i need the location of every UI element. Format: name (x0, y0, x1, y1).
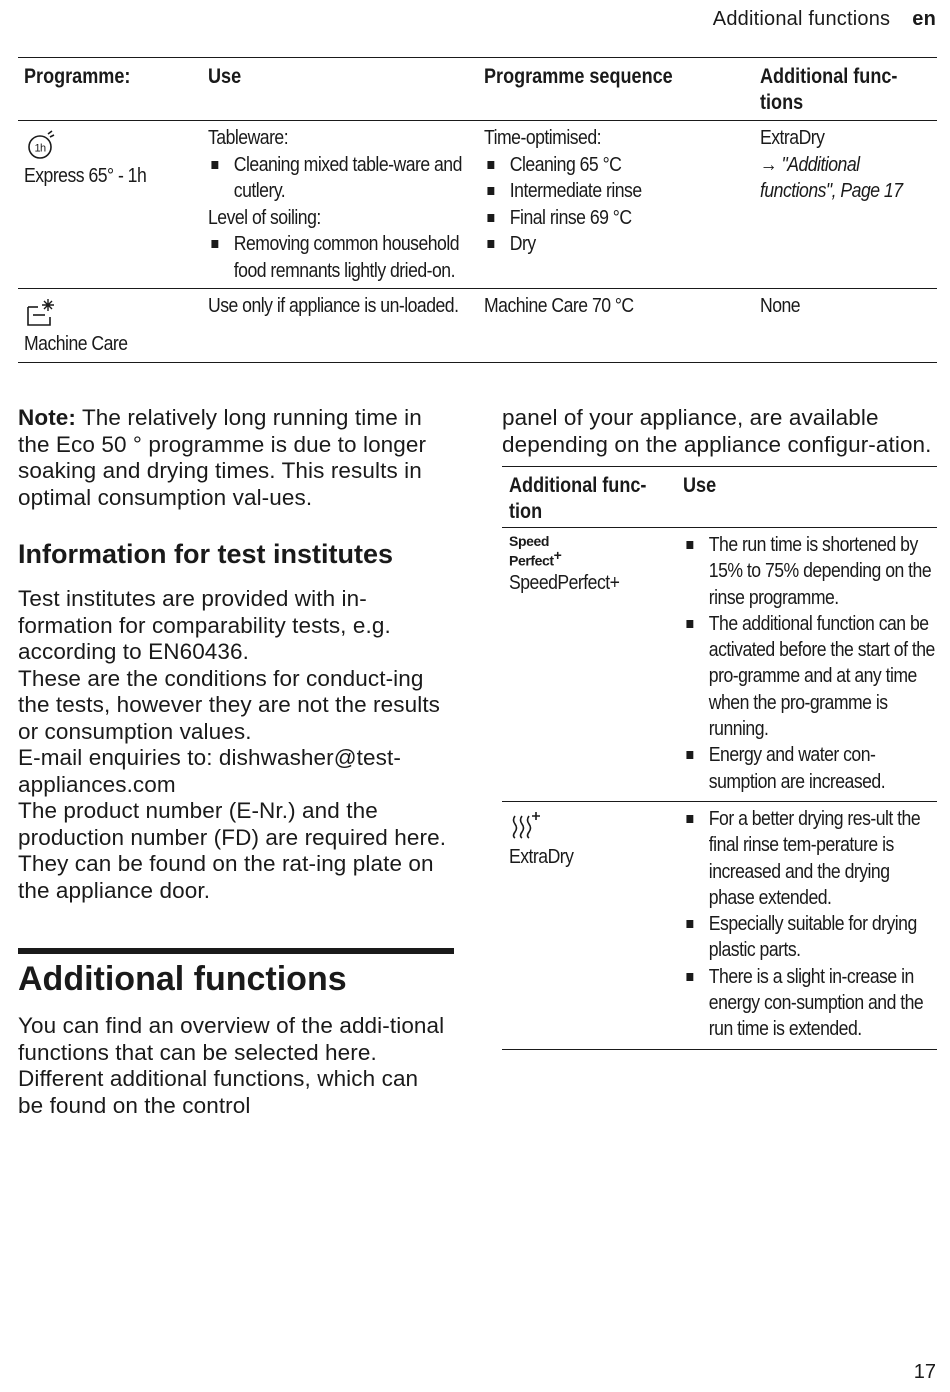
speed-perfect-icon: Speed Perfect+ (509, 533, 562, 569)
paragraph: These are the conditions for conduct-ing the tests, however they are not the results or consumption values. (18, 665, 441, 744)
machine-care-icon (24, 295, 60, 331)
cell-programme (18, 121, 202, 289)
programme-name: Express 65° - 1h (24, 164, 147, 187)
list-item: The additional function can be activated before the start of the pro-gramme and at any time when the pro-gramme is running. (683, 611, 936, 742)
list-item: Final rinse 69 °C (484, 205, 753, 232)
additional-function-name: ExtraDry (760, 126, 825, 149)
cell-function (502, 528, 676, 802)
email-paragraph: E-mail enquiries to: dishwasher@test-appliances.com (18, 745, 401, 797)
language-code: en (912, 8, 936, 30)
list-item: Cleaning 65 °C (484, 152, 753, 179)
cell-use (202, 121, 478, 289)
cell-use (676, 528, 937, 802)
list-item: Intermediate rinse (484, 178, 753, 205)
list-item: Especially suitable for drying plastic parts. (683, 911, 936, 964)
cell-function (502, 801, 676, 1049)
function-name: ExtraDry (509, 844, 574, 868)
note-text: The relatively long running time in the Eco 50 ° programme is due to longer soaking and drying times. This results in optimal consumption val-ues. (18, 405, 427, 510)
table-row-extradry (502, 801, 937, 1049)
cell-use: Use only if appliance is un-loaded. (208, 294, 459, 317)
table-row-express (18, 121, 937, 289)
paragraph: The product number (E-Nr.) and the production number (FD) are required here. They can be found on the rat-ing plate on the appliance door. (18, 798, 447, 903)
cell-programme (18, 289, 202, 363)
running-header-section: Additional functions (712, 8, 891, 30)
col-header-sequence: Programme sequence (484, 65, 673, 88)
cell-additional: None (760, 294, 801, 317)
cell-additional (754, 121, 937, 289)
paragraph: Test institutes are provided with in-formation for comparability tests, e.g. according to EN60436. (18, 586, 391, 664)
list-item: The run time is shortened by 15% to 75% depending on the rinse programme. (683, 532, 936, 611)
table-row-speedperfect (502, 528, 937, 802)
col-header-additional: Additional func-tions (760, 65, 898, 114)
section-divider (18, 948, 454, 954)
note-label: Note: (18, 405, 76, 430)
function-name: SpeedPerfect+ (509, 571, 620, 594)
additional-functions-table (502, 466, 937, 1050)
cross-reference-link[interactable]: → "Additional functions", Page 17 (760, 152, 903, 202)
cell-sequence: Machine Care 70 °C (484, 294, 634, 317)
additional-functions-heading: Additional functions (18, 960, 347, 998)
programme-table-header (18, 58, 937, 121)
intro-paragraph-continued: panel of your appliance, are available depending on the appliance configur-ation. (502, 405, 932, 457)
col-header-use: Use (683, 474, 717, 497)
svg-text:1h: 1h (34, 142, 46, 155)
test-institutes-heading: Information for test institutes (18, 539, 394, 569)
left-column (18, 405, 454, 1119)
intro-paragraph-start: You can find an overview of the addi-tional functions that can be selected here. Different additional functions, which can be found on the control (18, 1013, 445, 1118)
page-number: 17 (913, 1361, 936, 1383)
cell-sequence (478, 121, 754, 289)
right-column (502, 405, 937, 1050)
note-paragraph (18, 405, 454, 511)
running-header (713, 8, 936, 31)
programme-table (18, 57, 937, 363)
list-item: Cleaning mixed table-ware and cutlery. (208, 152, 477, 205)
list-item: Removing common household food remnants lightly dried-on. (208, 231, 477, 284)
soiling-label: Level of soiling: (208, 205, 321, 229)
express-1h-icon (24, 127, 60, 163)
extra-dry-icon (509, 808, 545, 844)
table-row-machine-care (18, 289, 937, 363)
tableware-label: Tableware: (208, 126, 289, 149)
additional-table-header (502, 467, 937, 528)
sequence-label: Time-optimised: (484, 126, 602, 149)
list-item: Dry (484, 231, 753, 258)
list-item: For a better drying res-ult the final rinse tem-perature is increased and the drying phase extended. (683, 806, 936, 911)
list-item: There is a slight in-crease in energy con-sumption and the run time is extended. (683, 964, 936, 1043)
programme-name: Machine Care (24, 332, 128, 355)
cell-use (676, 801, 937, 1049)
col-header-function: Additional func-tion (509, 474, 647, 523)
col-header-programme: Programme: (24, 65, 131, 88)
col-header-use: Use (208, 65, 242, 88)
list-item: Energy and water con-sumption are increased. (683, 742, 936, 795)
